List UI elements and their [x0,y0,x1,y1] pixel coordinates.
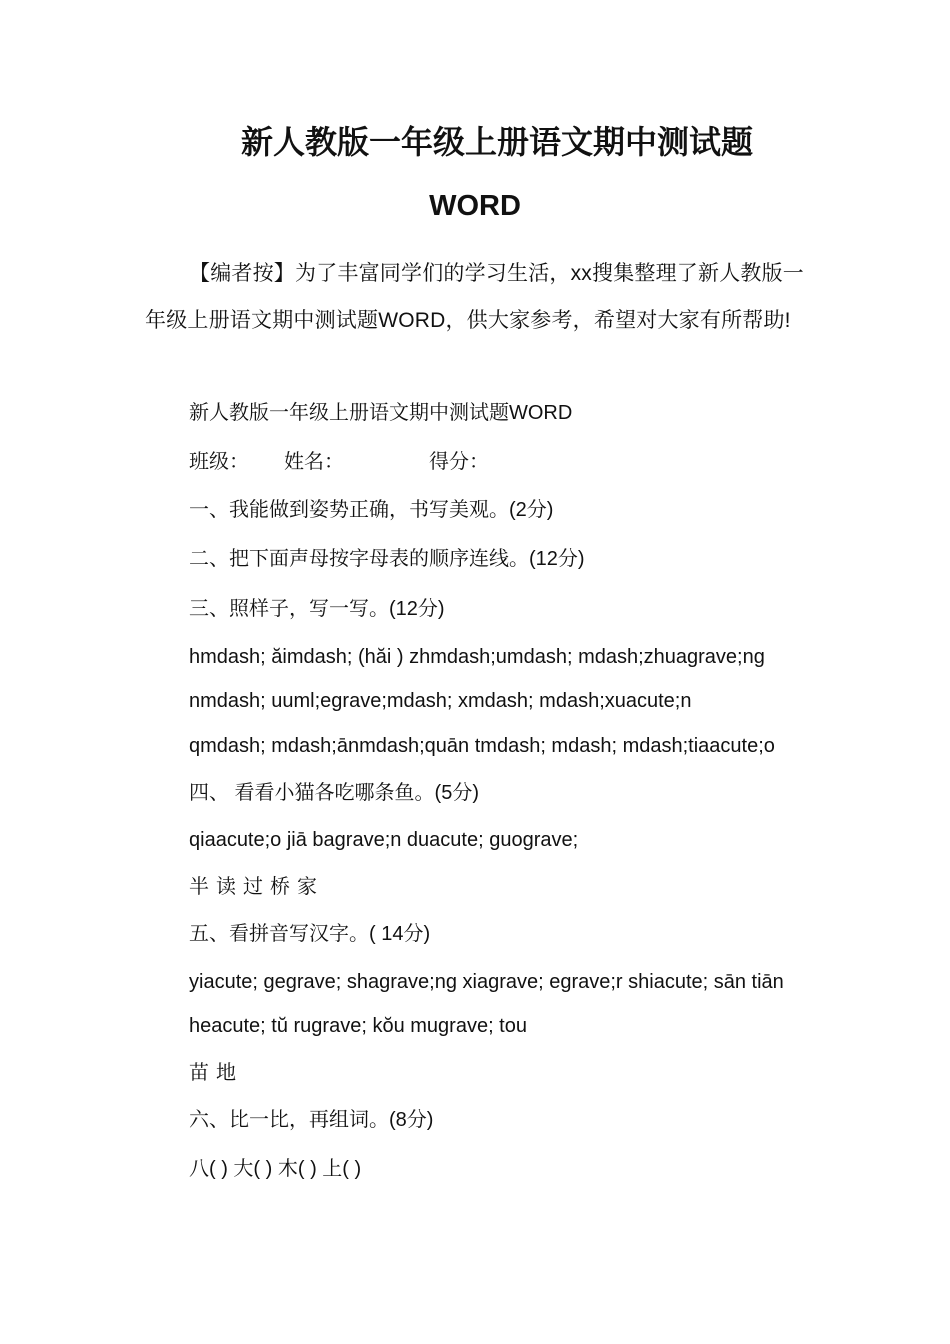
doc-title-line2: WORD [429,190,521,222]
pinyin-line-6: heacute; tŭ rugrave; kŏu mugrave; tou [189,1015,527,1037]
editor-note-paragraph: 【编者按】为了丰富同学们的学习生活，xx搜集整理了新人教版一年级上册语文期中测试题WORD，供大家参考，希望对大家有所帮助! [145,262,804,332]
pinyin-line-5: yiacute; gegrave; shagrave;ng xiagrave; egrave;r shiacute; sān tiān [189,971,784,993]
question-5: 五、看拼音写汉字。( 14分) [189,923,431,945]
question-1: 一、我能做到姿势正确，书写美观。(2分) [189,499,554,521]
question-2: 二、把下面声母按字母表的顺序连线。(12分) [189,548,585,570]
question-6: 六、比一比，再组词。(8分) [189,1109,434,1131]
question-3: 三、照样子，写一写。(12分) [189,598,445,620]
compare-words-line: 八( ) 大( ) 木( ) 上( ) [189,1158,362,1180]
pinyin-line-4: qiaacute;o jiā bagrave;n duacute; guograve; [189,829,579,851]
doc-title-line1: 新人教版一年级上册语文期中测试题 [241,123,754,161]
characters-line-1: 半读过桥家 [189,876,324,898]
subtitle: 新人教版一年级上册语文期中测试题WORD [189,402,573,424]
characters-line-2: 苗地 [189,1062,243,1084]
pinyin-line-1: hmdash; ăimdash; (hăi ) zhmdash;umdash; mdash;zhuagrave;ng [189,646,765,668]
name-label: 姓名： [284,451,344,473]
class-label: 班级： [189,451,249,473]
student-info-row [189,447,489,477]
pinyin-line-2: nmdash; uuml;egrave;mdash; xmdash; mdash;xuacute;n [189,690,692,712]
question-4: 四、 看看小猫各吃哪条鱼。(5分) [189,782,479,804]
pinyin-line-3: qmdash; mdash;ānmdash;quān tmdash; mdash; mdash;tiaacute;o [189,735,775,757]
score-label: 得分： [429,451,489,473]
